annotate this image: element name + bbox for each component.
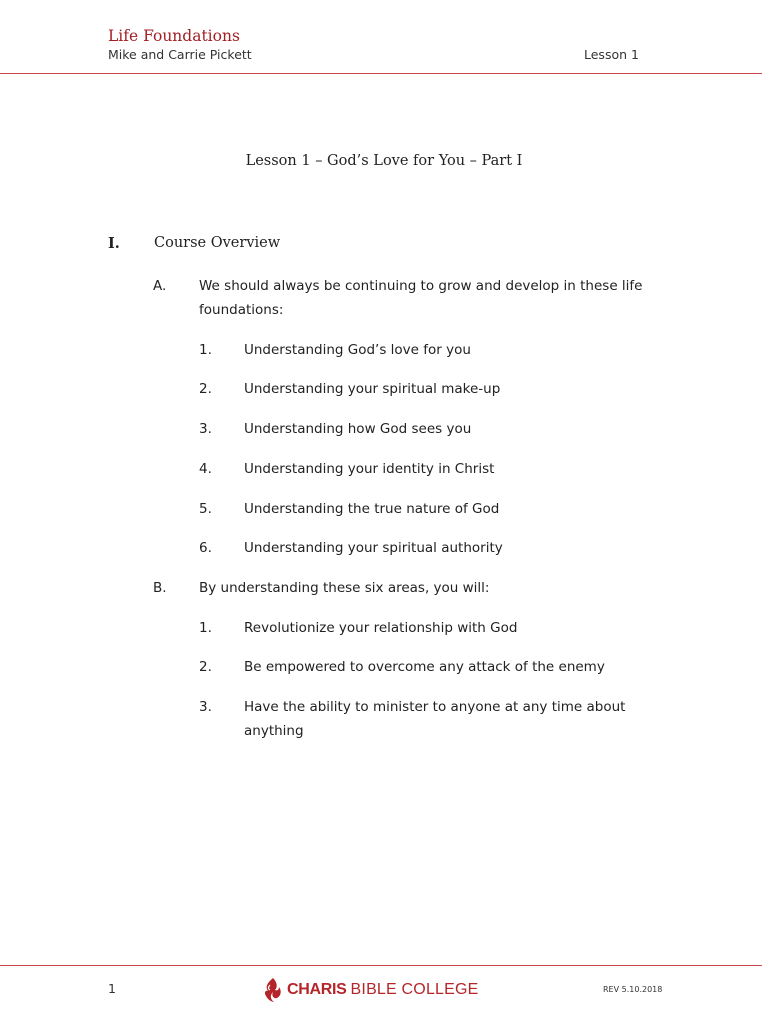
list-item-text: Understanding the true nature of God [244, 501, 500, 517]
list-item-number: 3. [199, 699, 212, 715]
list-item-text: Understanding your identity in Christ [244, 461, 495, 477]
list-item-text [244, 695, 664, 743]
list-item-number: 5. [199, 501, 212, 517]
subsection-a-label: A. [153, 278, 167, 294]
logo-text-light: BIBLE COLLEGE [350, 981, 479, 998]
subsection-a-text [199, 274, 669, 322]
subsection-b-text: By understanding these six areas, you will: [199, 580, 490, 596]
page-number: 1 [108, 981, 116, 996]
list-item-number: 2. [199, 381, 212, 397]
list-item-number: 1. [199, 620, 212, 636]
list-item-text: Understanding how God sees you [244, 421, 472, 437]
list-item-number: 2. [199, 659, 212, 675]
footer-divider [0, 965, 762, 966]
revision-date: REV 5.10.2018 [603, 985, 663, 994]
list-item-text: Understanding your spiritual authority [244, 540, 503, 556]
flame-logo-icon [262, 977, 284, 1003]
list-item-text: Revolutionize your relationship with God [244, 620, 518, 636]
header-divider [0, 73, 762, 74]
lesson-label: Lesson 1 [584, 47, 639, 62]
list-item-text: Understanding your spiritual make-up [244, 381, 501, 397]
list-item-text: Understanding God’s love for you [244, 342, 471, 358]
subsection-b-label: B. [153, 580, 167, 596]
list-item-number: 6. [199, 540, 212, 556]
charis-logo [262, 977, 479, 1003]
document-title: Lesson 1 – God’s Love for You – Part I [245, 153, 523, 169]
list-item-number: 4. [199, 461, 212, 477]
section-number: I. [108, 235, 120, 252]
list-item-number: 3. [199, 421, 212, 437]
section-title: Course Overview [154, 235, 281, 251]
list-item-text-line1: Have the ability to minister to anyone at any time about [244, 699, 626, 715]
subsection-a-text-line1: We should always be continuing to grow and develop in these life [199, 278, 643, 294]
list-item-text-line2: anything [244, 723, 304, 739]
list-item-text: Be empowered to overcome any attack of the enemy [244, 659, 605, 675]
logo-text-bold: CHARIS [287, 981, 347, 998]
course-title: Life Foundations [108, 27, 240, 45]
subsection-a-text-line2: foundations: [199, 302, 284, 318]
authors: Mike and Carrie Pickett [108, 47, 252, 62]
list-item-number: 1. [199, 342, 212, 358]
